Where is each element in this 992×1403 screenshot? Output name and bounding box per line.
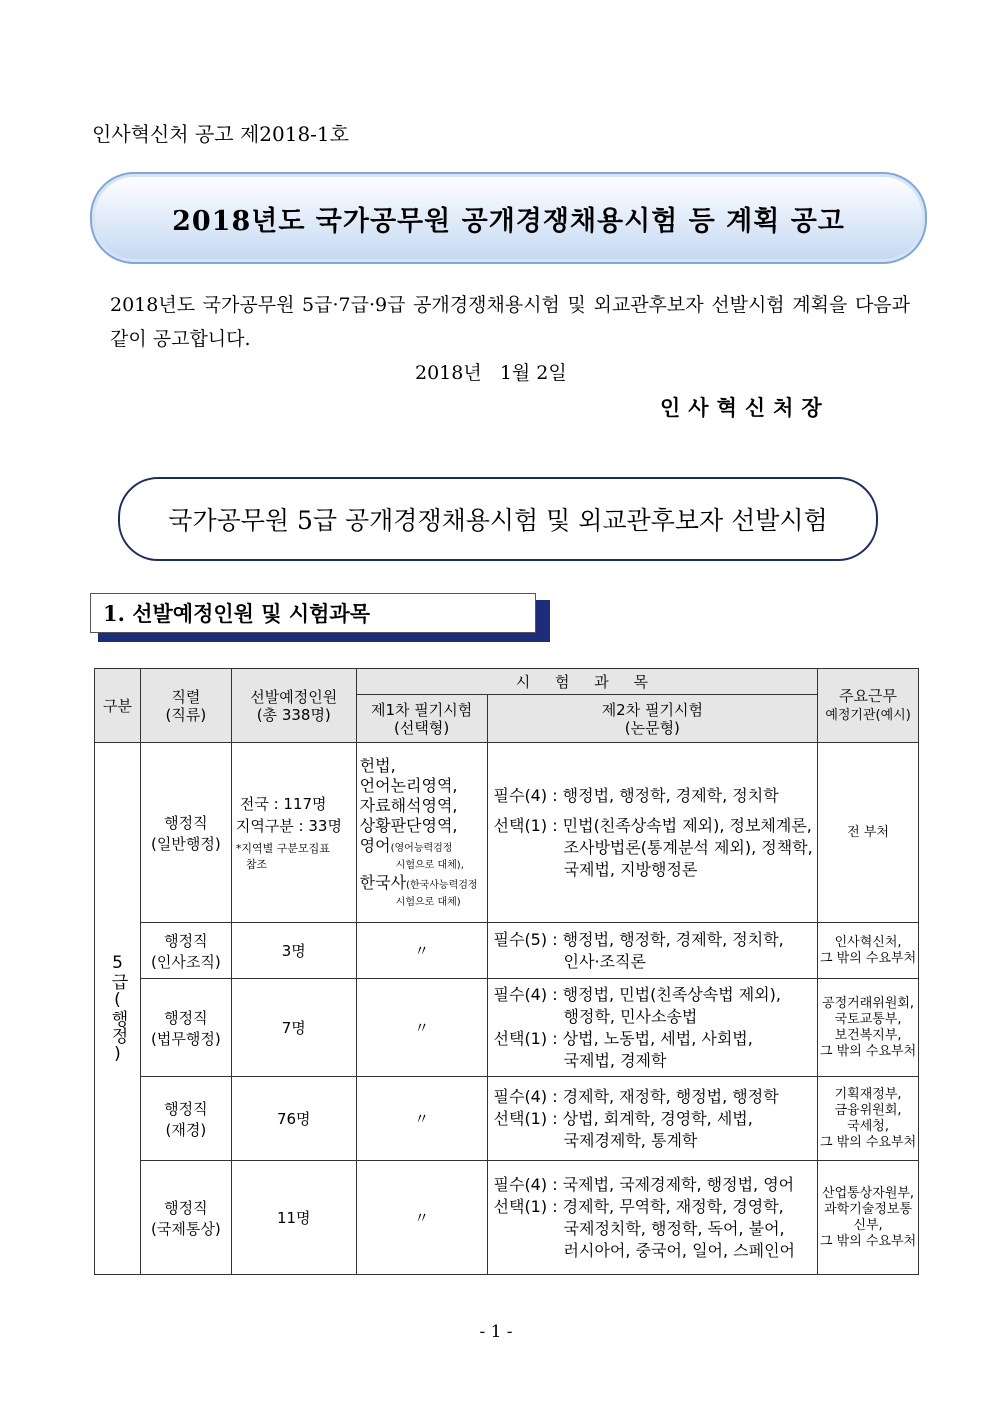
second-exam-cell: 필수(4) : 경제학, 재정학, 행정법, 행정학 선택(1) : 상법, 회계학, 경영학, 세법, 국제경제학, 통계학 bbox=[487, 1077, 818, 1161]
table-row bbox=[95, 923, 919, 979]
second-exam-cell: 필수(4) : 행정법, 행정학, 경제학, 정치학 선택(1) : 민법(친족상속법 제외), 정보체계론, 조사방법론(통계분석 제외), 정책학, 국제법, 지방행정론 bbox=[487, 743, 818, 923]
count-cell: 7명 bbox=[231, 979, 356, 1077]
notice-date: 2018년 1월 2일 bbox=[415, 362, 567, 384]
org-cell: 기획재정부, 금융위원회, 국세청, 그 밖의 수요부처 bbox=[818, 1077, 919, 1161]
header-second-exam: 제2차 필기시험 (논문형) bbox=[487, 695, 818, 743]
org-cell: 인사혁신처, 그 밖의 수요부처 bbox=[818, 923, 919, 979]
heading-box bbox=[90, 593, 536, 633]
page-number: - 1 - bbox=[479, 1322, 513, 1342]
first-exam-cell: 헌법, 언어논리영역, 자료해석영역, 상황판단영역, 영어(영어능력검정 시험으로 대체), 한국사(한국사능력검정 시험으로 대체) bbox=[356, 743, 487, 923]
job-cell: 행정직 (인사조직) bbox=[140, 923, 231, 979]
job-cell: 행정직 (법무행정) bbox=[140, 979, 231, 1077]
count-cell: 76명 bbox=[231, 1077, 356, 1161]
header-org: 주요근무 예정기관(예시) bbox=[818, 669, 919, 743]
job-cell: 행정직 (일반행정) bbox=[140, 743, 231, 923]
org-cell: 공정거래위원회, 국토교통부, 보건복지부, 그 밖의 수요부처 bbox=[818, 979, 919, 1077]
category-cell: 5급(행정) bbox=[95, 743, 141, 1275]
notice-number: 인사혁신처 공고 제2018-1호 bbox=[92, 122, 349, 146]
second-exam-cell: 필수(5) : 행정법, 행정학, 경제학, 정치학, 인사·조직론 bbox=[487, 923, 818, 979]
org-cell: 전 부처 bbox=[818, 743, 919, 923]
header-subjects: 시 험 과 목 bbox=[356, 669, 817, 695]
first-exam-cell: 〃 bbox=[356, 979, 487, 1077]
page-title: 2018년도 국가공무원 공개경쟁채용시험 등 계획 공고 bbox=[172, 205, 845, 237]
header-category: 구분 bbox=[95, 669, 141, 743]
first-exam-cell: 〃 bbox=[356, 1161, 487, 1275]
header-first-exam: 제1차 필기시험 (선택형) bbox=[356, 695, 487, 743]
section-banner bbox=[118, 477, 878, 561]
header-job: 직렬 (직류) bbox=[140, 669, 231, 743]
intro-paragraph: 2018년도 국가공무원 5급·7급·9급 공개경쟁채용시험 및 외교관후보자 선발시험 계획을 다음과 같이 공고합니다. bbox=[110, 294, 910, 350]
count-cell: 3명 bbox=[231, 923, 356, 979]
section-title: 국가공무원 5급 공개경쟁채용시험 및 외교관후보자 선발시험 bbox=[168, 506, 828, 535]
count-cell: 전국 : 117명 지역구분 : 33명 *지역별 구분모집표 참조 bbox=[231, 743, 356, 923]
first-exam-cell: 〃 bbox=[356, 1077, 487, 1161]
issuer-signature: 인사혁신처장 bbox=[660, 395, 830, 420]
heading-1: 1. 선발예정인원 및 시험과목 bbox=[103, 601, 371, 626]
org-cell: 산업통상자원부, 과학기술정보통신부, 그 밖의 수요부처 bbox=[818, 1161, 919, 1275]
table-row bbox=[95, 1161, 919, 1275]
job-cell: 행정직 (재경) bbox=[140, 1077, 231, 1161]
table-row bbox=[95, 979, 919, 1077]
header-count: 선발예정인원 (총 338명) bbox=[231, 669, 356, 743]
second-exam-cell: 필수(4) : 행정법, 민법(친족상속법 제외), 행정학, 민사소송법 선택(1) : 상법, 노동법, 세법, 사회법, 국제법, 경제학 bbox=[487, 979, 818, 1077]
second-exam-cell: 필수(4) : 국제법, 국제경제학, 행정법, 영어 선택(1) : 경제학, 무역학, 재정학, 경영학, 국제정치학, 행정학, 독어, 불어, 러시아어, 중국어, 일어, 스페인어 bbox=[487, 1161, 818, 1275]
recruitment-table bbox=[94, 668, 919, 1275]
table-row bbox=[95, 1077, 919, 1161]
title-banner bbox=[90, 172, 927, 264]
table-row bbox=[95, 743, 919, 923]
first-exam-cell: 〃 bbox=[356, 923, 487, 979]
job-cell: 행정직 (국제통상) bbox=[140, 1161, 231, 1275]
count-cell: 11명 bbox=[231, 1161, 356, 1275]
